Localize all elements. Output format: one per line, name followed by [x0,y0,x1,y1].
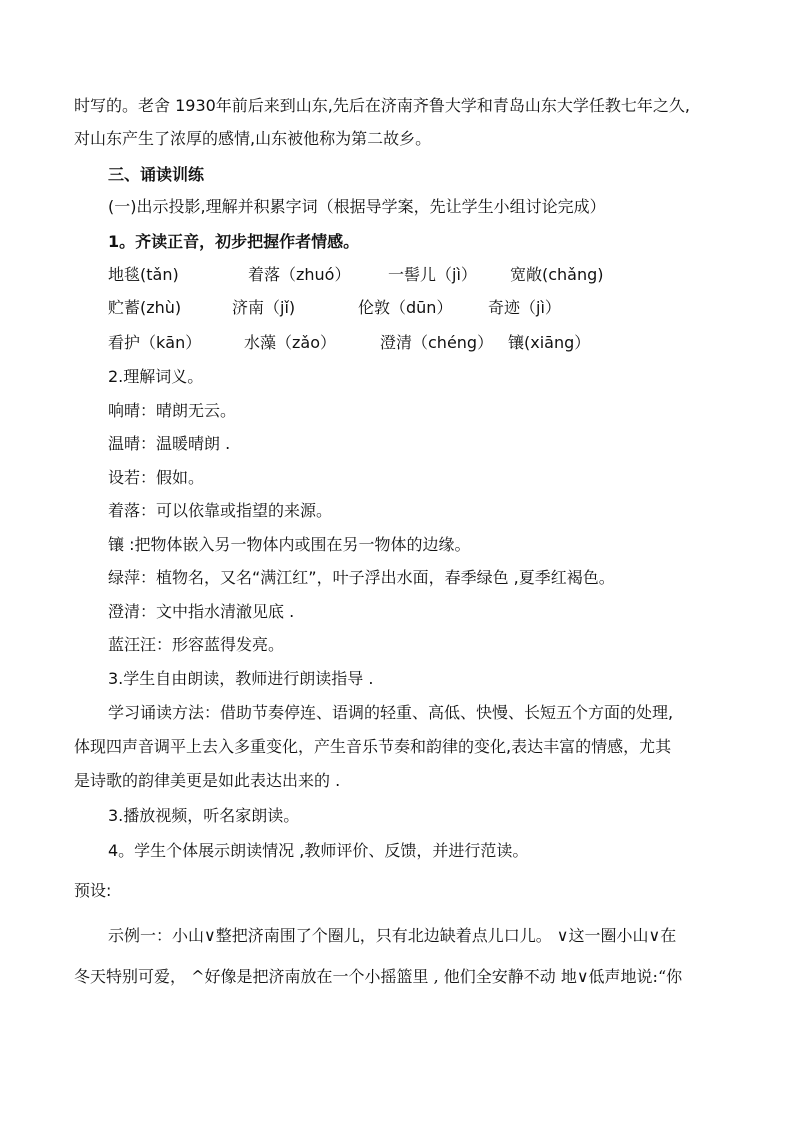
item-2-heading: 2.理解词义。 [108,367,204,386]
definition-line: 设若：假如。 [108,468,205,487]
pinyin-word: 看护（kān） [108,333,202,352]
method-line-1: 学习诵读方法：借助节奏停连、语调的轻重、高低、快慢、长短五个方面的处理, [108,703,674,722]
definition-line: 绿萍：植物名，又名“满江红”，叶子浮出水面，春季绿色 ,夏季红褐色。 [108,568,615,587]
subsection-line: (一)出示投影,理解并积累字词（根据导学案，先让学生小组讨论完成） [108,197,606,216]
example-line-1: 示例一：小山∨整把济南围了个圈儿，只有北边缺着点儿口儿。 ∨这一圈小山∨在 [108,926,677,945]
item-4-heading: 4。学生个体展示朗读情况 ,教师评价、反馈，并进行范读。 [108,841,529,860]
preset-label: 预设: [74,881,112,900]
method-line-2: 体现四声音调平上去入多重变化，产生音乐节奏和韵律的变化,表达丰富的情感，尤其 [74,737,672,756]
pinyin-word: 水藻（zǎo） [244,333,336,352]
example-line-2: 冬天特别可爱， ^好像是把济南放在一个小摇篮里 , 他们全安静不动 地∨低声地说:“你 [74,967,683,986]
pinyin-row-3 [108,332,590,354]
item-3-heading: 3.学生自由朗读，教师进行朗读指导 . [108,669,374,688]
method-line-3: 是诗歌的韵律美更是如此表达出来的 . [74,771,341,790]
pinyin-row-2 [108,297,561,319]
definition-line: 蓝汪汪：形容蓝得发亮。 [108,635,285,654]
section-heading: 三、诵读训练 [108,165,205,184]
item-3b-heading: 3.播放视频，听名家朗读。 [108,806,300,825]
pinyin-word: 地毯(tǎn) [108,265,179,284]
pinyin-word: 宽敞(chǎng) [510,265,604,284]
pinyin-word: 贮蓄(zhù) [108,298,182,317]
pinyin-row-1 [108,264,604,286]
definition-line: 着落：可以依靠或指望的来源。 [108,501,333,520]
pinyin-word: 着落（zhuó） [248,265,351,284]
pinyin-word: 济南（jǐ) [232,298,296,317]
pinyin-word: 奇迹（jì） [488,298,561,317]
definition-line: 镶 :把物体嵌入另一物体内或围在另一物体的边缘。 [108,535,471,554]
definition-line: 澄清：文中指水清澈见底 . [108,602,295,621]
pinyin-word: 伦敦（dūn） [358,298,453,317]
pinyin-word: 澄清（chéng） [380,333,494,352]
pinyin-word: 镶(xiāng） [508,333,591,352]
definition-line: 温晴：温暖晴朗 . [108,434,231,453]
intro-line-2: 对山东产生了浓厚的感情,山东被他称为第二故乡。 [74,129,432,148]
definition-line: 响晴：晴朗无云。 [108,401,237,420]
intro-line-1: 时写的。老舍 1930年前后来到山东,先后在济南齐鲁大学和青岛山东大学任教七年之久, [74,96,690,115]
item-1-heading: 1。齐读正音，初步把握作者情感。 [108,232,360,251]
pinyin-word: 一髻儿（jì） [388,265,477,284]
